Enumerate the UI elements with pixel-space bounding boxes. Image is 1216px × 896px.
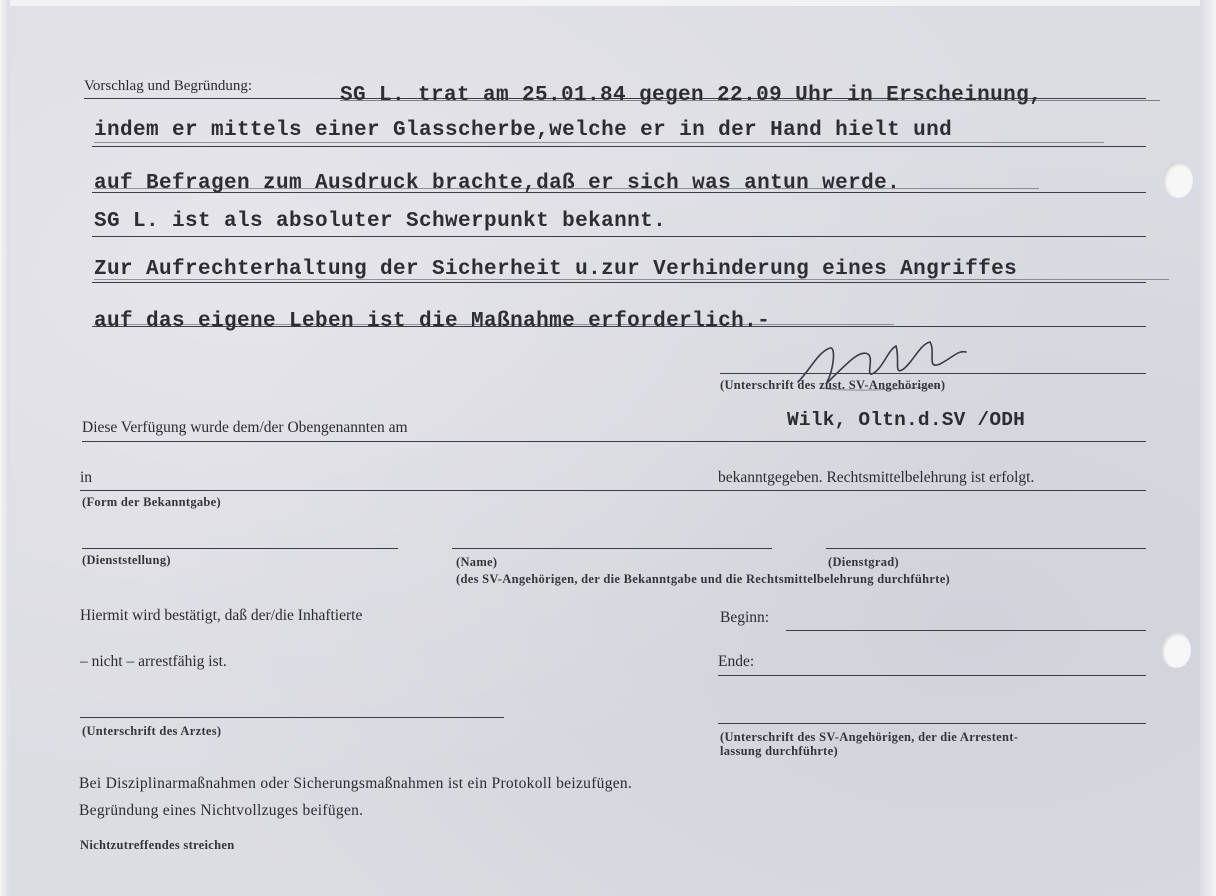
arrest-fit-text: – nicht – arrestfähig ist. [80,653,227,670]
paper-right-edge [1200,0,1216,896]
announced-text: bekanntgegeben. Rechtsmittelbelehrung ist erfolgt. [718,469,1035,486]
typed-line-2: indem er mittels einer Glasscherbe,welche er in der Hand hielt und [94,119,953,142]
handwritten-signature [790,330,980,405]
rank-line [826,548,1146,549]
form-of-announcement-caption: (Form der Bekanntgabe) [82,495,221,509]
announcement-line [80,490,1146,491]
name-caption: (Name) [456,555,498,569]
sv-release-signature-line [718,723,1146,724]
typed-line-6: auf das eigene Leben ist die Maßnahme erforderlich.- [94,310,771,333]
signature-line [720,373,1146,374]
paper-top-edge [0,0,1216,6]
strike-note: Nichtzutreffendes streichen [80,838,235,852]
strike-line-6 [94,324,894,325]
proposal-label: Vorschlag und Begründung: [84,78,253,94]
name-line [452,548,772,549]
typed-line-4: SG L. ist als absoluter Schwerpunkt bekannt. [94,210,667,233]
begin-label: Beginn: [720,609,770,626]
strike-line-2 [94,142,1104,143]
nonexecution-note: Begründung eines Nichtvollzuges beifügen. [79,802,364,819]
strike-line-3 [94,188,1039,189]
writing-line-4 [92,236,1146,237]
in-label: in [80,469,93,486]
begin-line [786,630,1146,631]
doctor-signature-caption: (Unterschrift des Arztes) [82,724,222,738]
sv-release-caption-1: (Unterschrift des SV-Angehörigen, der die Arrestent- [720,730,1019,744]
typed-line-1: SG L. trat am 25.01.84 gegen 22.09 Uhr in Erscheinung, [340,84,1043,107]
confirm-text: Hiermit wird bestätigt, daß der/die Inhaftierte [80,607,363,624]
sv-release-caption-2: lassung durchführte) [720,744,838,758]
end-line [718,675,1146,676]
writing-line-5 [92,282,1146,283]
punch-hole-top [1163,162,1193,198]
position-line [82,548,398,549]
protocol-note: Bei Disziplinarmaßnahmen oder Sicherungsmaßnahmen ist ein Protokoll beizufügen. [79,775,633,792]
strike-line-1 [340,100,1160,101]
typed-line-5: Zur Aufrechterhaltung der Sicherheit u.zur Verhinderung eines Angriffes [94,258,1018,281]
paper-left-edge [0,0,10,896]
notice-text: Diese Verfügung wurde dem/der Obengenannten am [82,419,408,436]
signature-caption: (Unterschrift des zust. SV-Angehörigen) [720,378,946,392]
writing-line-2 [92,146,1146,147]
typed-line-3: auf Befragen zum Ausdruck brachte,daß er sich was antun werde. [94,172,901,195]
punch-hole-bottom [1161,632,1191,668]
doctor-signature-line [80,717,504,718]
position-caption: (Dienststellung) [82,553,171,567]
typed-signature-name: Wilk, Oltn.d.SV /ODH [787,409,1026,431]
end-label: Ende: [718,653,755,670]
rank-caption: (Dienstgrad) [828,555,899,569]
sv-member-caption: (des SV-Angehörigen, der die Bekanntgabe und die Rechtsmittelbelehrung durchführte) [456,572,951,586]
strike-line-5 [94,279,1169,280]
notice-line [82,441,1146,442]
